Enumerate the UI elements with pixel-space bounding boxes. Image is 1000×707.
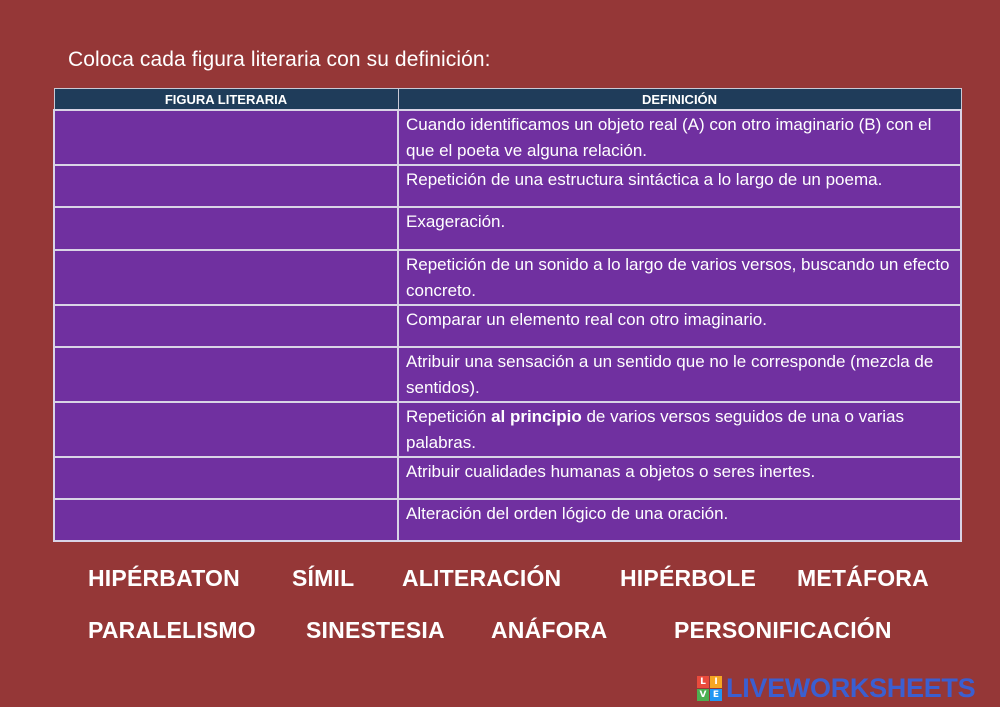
draggable-word[interactable]: PARALELISMO: [88, 617, 256, 643]
definition-text: Repetición de una estructura sintáctica a lo largo de un poema.: [406, 170, 883, 189]
definition-text: de varios versos seguidos de una o varias palabras.: [406, 407, 904, 452]
definition-cell: [398, 457, 961, 499]
table-row: [54, 457, 961, 499]
draggable-word[interactable]: ALITERACIÓN: [402, 565, 562, 591]
logo-letter: L: [697, 676, 709, 688]
table-row: [54, 250, 961, 305]
table-row: [54, 207, 961, 250]
header-definicion: DEFINICIÓN: [398, 89, 961, 111]
draggable-word[interactable]: ANÁFORA: [491, 617, 608, 643]
draggable-word[interactable]: HIPÉRBATON: [88, 565, 240, 591]
table-row: [54, 305, 961, 347]
answer-drop-zone[interactable]: [54, 305, 398, 347]
definition-cell: [398, 402, 961, 457]
definition-cell: [398, 250, 961, 305]
definition-cell: [398, 305, 961, 347]
table-row: [54, 402, 961, 457]
definition-cell: [398, 499, 961, 541]
definition-text: Comparar un elemento real con otro imaginario.: [406, 310, 767, 329]
definition-emphasis: al principio: [491, 407, 582, 426]
draggable-word[interactable]: PERSONIFICACIÓN: [674, 617, 892, 643]
definition-text: Cuando identificamos un objeto real (A) con otro imaginario (B) con el que el poeta ve alguna relación.: [406, 115, 932, 160]
logo-letter: E: [710, 689, 722, 701]
draggable-word[interactable]: METÁFORA: [797, 565, 929, 591]
matching-table: [53, 88, 962, 542]
answer-drop-zone[interactable]: [54, 207, 398, 250]
definition-cell: [398, 207, 961, 250]
header-figura-literaria: FIGURA LITERARIA: [54, 89, 398, 111]
table-row: [54, 347, 961, 402]
answer-drop-zone[interactable]: [54, 165, 398, 207]
definition-text: Repetición: [406, 407, 492, 426]
table-row: [54, 165, 961, 207]
definition-text: Alteración del orden lógico de una oración.: [406, 504, 729, 523]
liveworksheets-icon: [697, 676, 722, 701]
table-row: [54, 110, 961, 165]
definition-cell: [398, 347, 961, 402]
answer-drop-zone[interactable]: [54, 250, 398, 305]
table-header-row: [54, 89, 961, 111]
liveworksheets-logo: [697, 673, 975, 704]
definition-text: Repetición de un sonido a lo largo de varios versos, buscando un efecto concreto.: [406, 255, 950, 300]
answer-drop-zone[interactable]: [54, 457, 398, 499]
logo-letter: V: [697, 689, 709, 701]
draggable-word[interactable]: SÍMIL: [292, 565, 355, 591]
instruction-text: Coloca cada figura literaria con su definición:: [68, 48, 491, 71]
answer-drop-zone[interactable]: [54, 499, 398, 541]
draggable-word[interactable]: SINESTESIA: [306, 617, 445, 643]
answer-drop-zone[interactable]: [54, 110, 398, 165]
definition-cell: [398, 110, 961, 165]
definition-cell: [398, 165, 961, 207]
definition-text: Atribuir una sensación a un sentido que no le corresponde (mezcla de sentidos).: [406, 352, 934, 397]
table-row: [54, 499, 961, 541]
logo-letter: I: [710, 676, 722, 688]
answer-drop-zone[interactable]: [54, 402, 398, 457]
definition-text: Atribuir cualidades humanas a objetos o seres inertes.: [406, 462, 816, 481]
draggable-word[interactable]: HIPÉRBOLE: [620, 565, 756, 591]
definition-text: Exageración.: [406, 212, 506, 231]
brand-name: LIVEWORKSHEETS: [726, 673, 976, 703]
answer-drop-zone[interactable]: [54, 347, 398, 402]
